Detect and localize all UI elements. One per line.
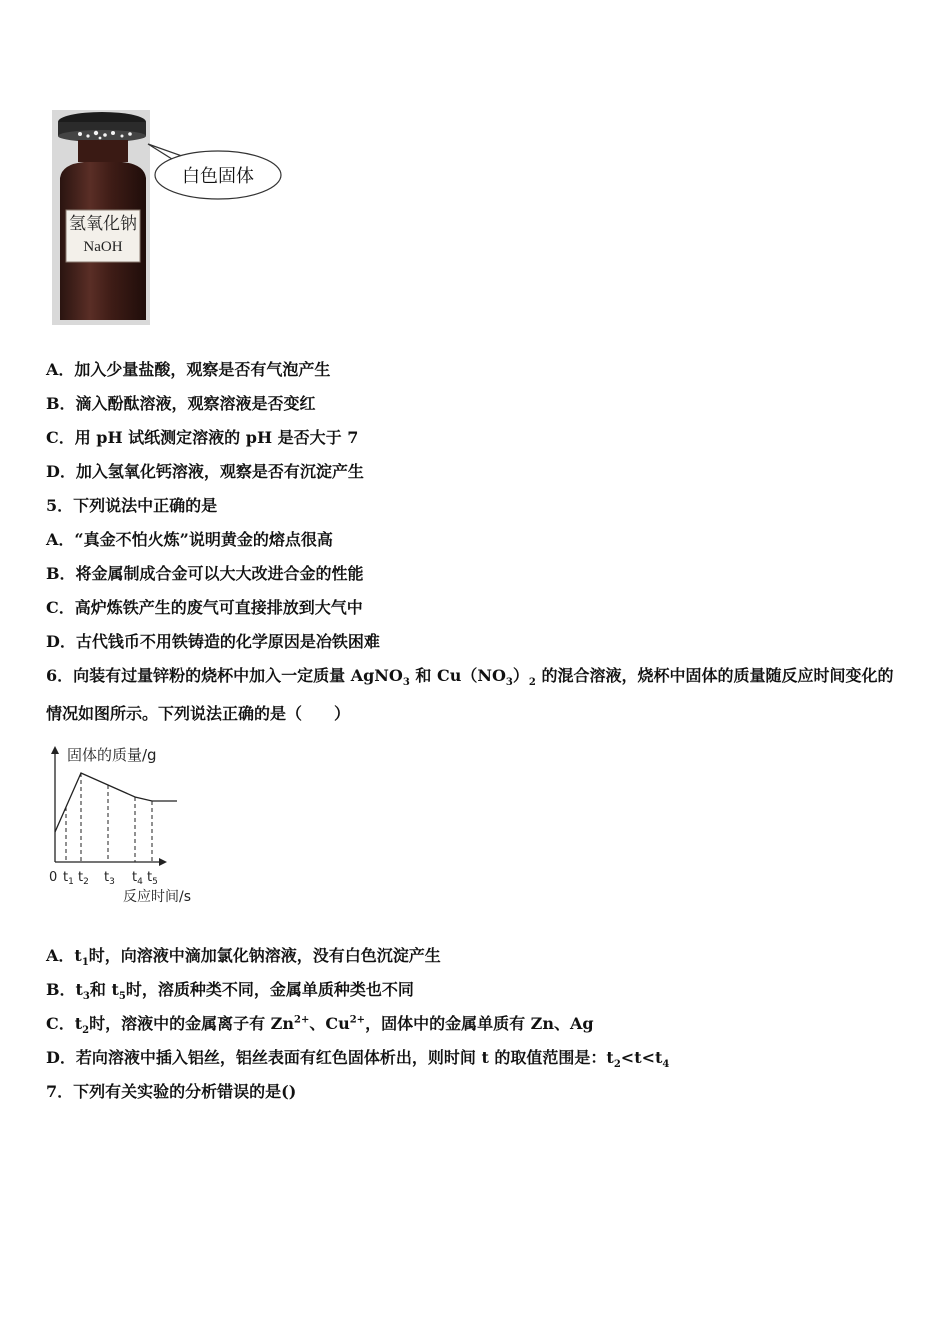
q6-stem-line2: 情况如图所示。下列说法正确的是（ ）: [46, 704, 351, 723]
bottle-label-formula: NaOH: [83, 239, 123, 255]
bottle-label-chinese: 氢氧化钠: [69, 214, 137, 234]
tick-t4: $t_4$: [132, 870, 143, 887]
y-axis-label: 固体的质量/g: [67, 746, 157, 764]
q6-mass-time-graph: [45, 740, 215, 910]
callout-white-solid: 白色固体: [182, 166, 254, 187]
q5-stem: 5．下列说法中正确的是: [46, 496, 218, 515]
y-axis-arrow-icon: [51, 746, 59, 754]
q5-option-c: C．高炉炼铁产生的废气可直接排放到大气中: [46, 598, 363, 617]
tick-t2: $t_2$: [78, 870, 89, 887]
q4-option-b: B．滴入酚酞溶液，观察溶液是否变红: [46, 394, 316, 413]
q4-option-a: A．加入少量盐酸，观察是否有气泡产生: [46, 360, 331, 379]
q6-option-c: C．$t_2$时，溶液中的金属离子有 $Zn^{2+}$、$Cu^{2+}$，固体中的金属单质有 Zn、Ag: [46, 1014, 594, 1037]
q4-option-c: C．用 pH 试纸测定溶液的 pH 是否大于 7: [46, 428, 359, 447]
mass-curve: [55, 773, 177, 832]
q5-option-b: B．将金属制成合金可以大大改进合金的性能: [46, 564, 364, 583]
q4-option-d: D．加入氢氧化钙溶液，观察是否有沉淀产生: [46, 462, 364, 481]
q6-option-b: B．$t_3$和 $t_5$时，溶质种类不同，金属单质种类也不同: [46, 980, 414, 1003]
q6-option-a: A．$t_1$时，向溶液中滴加氯化钠溶液，没有白色沉淀产生: [46, 946, 441, 969]
q6-option-d: D．若向溶液中插入铝丝，铝丝表面有红色固体析出，则时间 t 的取值范围是：$t_2<t<t_4$: [46, 1048, 670, 1071]
tick-t5: $t_5$: [147, 870, 158, 887]
q7-stem: 7．下列有关实验的分析错误的是(): [46, 1082, 297, 1101]
q6-stem-line1: 6．向装有过量锌粉的烧杯中加入一定质量 AgNO$_3$ 和 $Cu(NO_3)_2$ 的混合溶液，烧杯中固体的质量随反应时间变化的: [46, 666, 894, 689]
tick-t1: $t_1$: [63, 870, 74, 887]
tick-t3: $t_3$: [104, 870, 115, 887]
x-axis-arrow-icon: [159, 858, 167, 866]
naoh-bottle-figure: [50, 108, 290, 328]
q5-option-a: A．“真金不怕火炼”说明黄金的熔点很高: [46, 530, 333, 549]
q5-option-d: D．古代钱币不用铁铸造的化学原因是冶铁困难: [46, 632, 380, 651]
x-axis-label: 反应时间/s: [123, 889, 192, 905]
origin-label: 0: [49, 870, 58, 885]
